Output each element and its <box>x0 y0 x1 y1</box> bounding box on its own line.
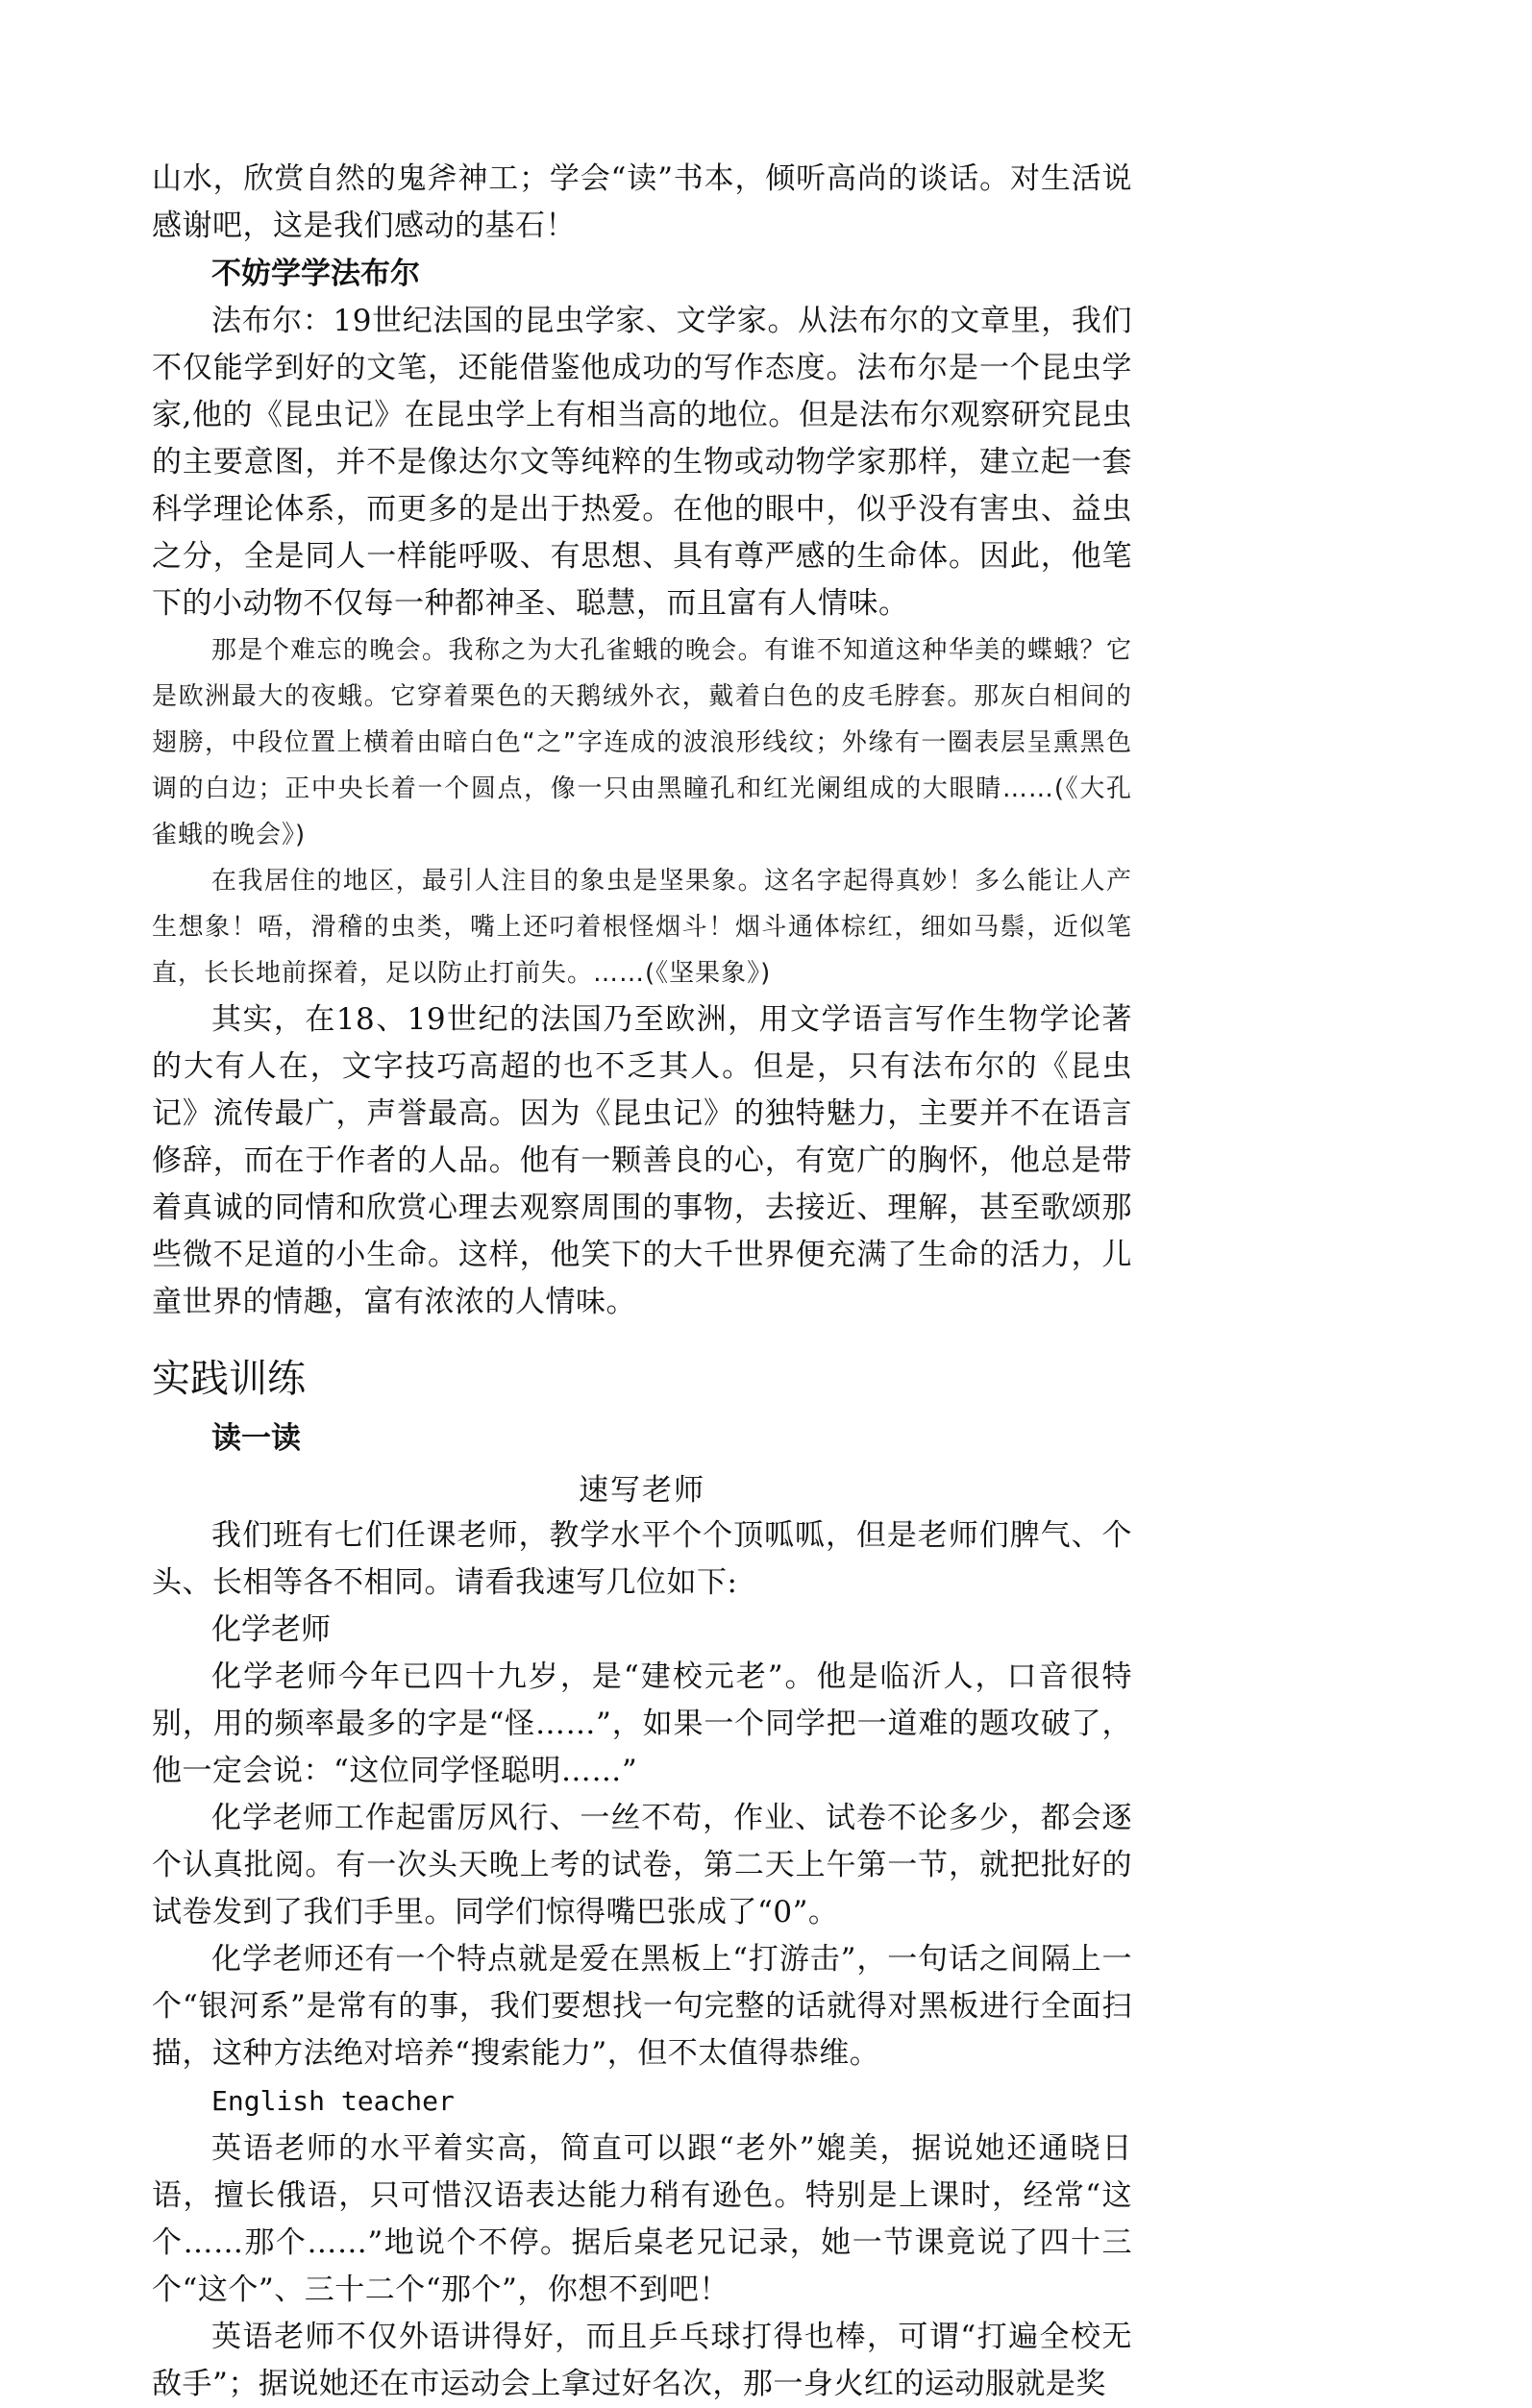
document-page <box>152 156 1132 2408</box>
heading-english-teacher: English teacher <box>211 2085 455 2117</box>
paragraph-fabre-conclusion: 其实，在18、19世纪的法国乃至欧洲，用文学语言写作生物学论著的大有人在，文字技巧高超的也不乏其人。但是，只有法布尔的《昆虫记》流传最广，声誉最高。因为《昆虫记》的独特魅力，主要并不在语言修辞，而在于作者的人品。他有一颗善良的心，有宽广的胸怀，他总是带着真诚的同情和欣赏心理去观察周围的事物，去接近、理解，甚至歌颂那些微不足道的小生命。这样，他笑下的大千世界便充满了生命的活力，儿童世界的情趣，富有浓浓的人情味。 <box>152 1002 1132 1319</box>
section-title-practice: 实践训练 <box>152 1357 306 1401</box>
paragraph-english-1: 英语老师的水平着实高，简直可以跟“老外”媲美，据说她还通晓日语，擅长俄语，只可惜汉语表达能力稍有逊色。特别是上课时，经常“这个……那个……”地说个不停。据后桌老兄记录，她一节课竟说了四十三个“这个”、三十二个“那个”，你想不到吧！ <box>152 2131 1132 2307</box>
paragraph-chemistry-2: 化学老师工作起雷厉风行、一丝不苟，作业、试卷不论多少，都会逐个认真批阅。有一次头天晚上考的试卷，第二天上午第一节，就把批好的试卷发到了我们手里。同学们惊得嘴巴张成了“0”。 <box>152 1801 1132 1929</box>
heading-fabre: 不妨学学法布尔 <box>211 257 420 291</box>
article-title: 速写老师 <box>579 1473 705 1508</box>
paragraph-chemistry-3: 化学老师还有一个特点就是爱在黑板上“打游击”，一句话之间隔上一个“银河系”是常有的事，我们要想找一句完整的话就得对黑板进行全面扫描，这种方法绝对培养“搜索能力”，但不太值得恭维。 <box>152 1942 1132 2071</box>
paragraph-chemistry-1: 化学老师今年已四十九岁，是“建校元老”。他是临沂人，口音很特别，用的频率最多的字是“怪……”，如果一个同学把一道难的题攻破了，他一定会说：“这位同学怪聪明……” <box>152 1659 1132 1788</box>
heading-chemistry-teacher: 化学老师 <box>211 1612 331 1647</box>
quote-nut-weevil: 在我居住的地区，最引人注目的象虫是坚果象。这名字起得真妙！多么能让人产生想象！唔，滑稽的虫类，嘴上还叼着根怪烟斗！烟斗通体棕红，细如马鬃，近似笔直，长长地前探着，足以防止打前失。……(《坚果象》) <box>152 867 1132 988</box>
quote-peacock-moth: 那是个难忘的晚会。我称之为大孔雀蛾的晚会。有谁不知道这种华美的蝶蛾？它是欧洲最大的夜蛾。它穿着栗色的天鹅绒外衣，戴着白色的皮毛脖套。那灰白相间的翅膀，中段位置上横着由暗白色“之”字连成的波浪形线纹；外缘有一圈表层呈熏黑色调的白边；正中央长着一个圆点，像一只由黑瞳孔和红光阑组成的大眼睛……(《大孔雀蛾的晚会》) <box>152 636 1132 849</box>
heading-read: 读一读 <box>211 1421 301 1456</box>
paragraph-english-2: 英语老师不仅外语讲得好，而且乒乓球打得也棒，可谓“打遍全校无敌手”；据说她还在市运动会上拿过好名次，那一身火红的运动服就是奖 <box>152 2320 1132 2401</box>
paragraph-intro-end: 山水，欣赏自然的鬼斧神工；学会“读”书本，倾听高尚的谈话。对生活说感谢吧，这是我们感动的基石！ <box>152 161 1132 243</box>
paragraph-fabre-intro: 法布尔：19世纪法国的昆虫学家、文学家。从法布尔的文章里，我们不仅能学到好的文笔，还能借鉴他成功的写作态度。法布尔是一个昆虫学家,他的《昆虫记》在昆虫学上有相当高的地位。但是法布尔观察研究昆虫的主要意图，并不是像达尔文等纯粹的生物或动物学家那样，建立起一套科学理论体系，而更多的是出于热爱。在他的眼中，似乎没有害虫、益虫之分，全是同人一样能呼吸、有思想、具有尊严感的生命体。因此，他笔下的小动物不仅每一种都神圣、聪慧，而且富有人情味。 <box>152 304 1132 621</box>
paragraph-teachers-intro: 我们班有七们任课老师，教学水平个个顶呱呱，但是老师们脾气、个头、长相等各不相同。请看我速写几位如下: <box>152 1518 1132 1600</box>
